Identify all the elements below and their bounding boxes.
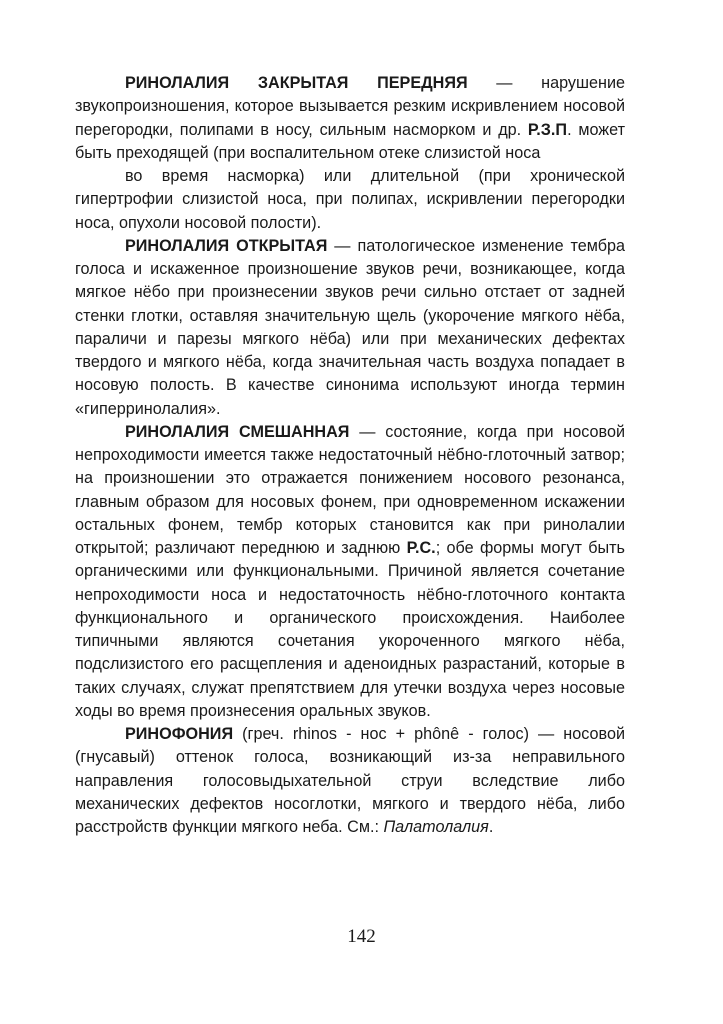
entry-text: — состояние, когда при носовой непроходимости имеется также недостаточный нёбно-глоточный затвор; на произношении это отражается понижением носового резонанса, главным образом для носовых фонем, при одновременном искажении остальных фонем, тембр которых становится как при ринолалии открытой; различают переднюю и заднюю xyxy=(75,422,625,557)
see-also-reference: Палатолалия xyxy=(383,818,489,836)
entry-text: во время насморка) или длительной (при хронической гипертрофии слизистой носа, при полипах, искривлении перегородки носа, опухоли носовой полости). xyxy=(75,167,625,232)
entry-rinolalia-open xyxy=(75,235,625,421)
dictionary-text xyxy=(75,72,625,839)
entry-text: . может быть преходящей (при воспалительном отеке слизистой носа xyxy=(75,120,625,162)
entry-text: — патологическое изменение тембра голоса и искаженное произношение звуков речи, возникающее, когда мягкое нёбо при произнесении звуков речи сильно отстает от задней стенки глотки, оставляя значительную щель (укорочение мягкого нёба, параличи и парезы мягкого нёба) или при механических дефектах твердого и мягкого нёба, когда значительная часть воздуха попадает в носовую полость. В качестве синонима используют иногда термин «гиперринолалия». xyxy=(75,236,625,418)
entry-term: РИНОФОНИЯ xyxy=(125,725,234,743)
entry-abbreviation: Р.З.П xyxy=(527,120,568,139)
entry-text: (греч. rhinos - нос + phônê - голос) — носовой (гнусавый) оттенок голоса, возникающий из-за неправильного направления голосовыдыхательной струи вследствие либо механических дефектов носоглотки, мягкого и твердого нёба, либо расстройств функции мягкого неба. См.: xyxy=(75,725,625,836)
entry-term: РИНОЛАЛИЯ ЗАКРЫТАЯ ПЕРЕДНЯЯ xyxy=(125,74,468,92)
entry-text: ; обе формы могут быть органическими или функциональными. Причиной является сочетание непроходимости носа и недостаточность нёбно-глоточного контакта функционального и органического происхождения. Наиболее типичными являются сочетания укороченного мягкого нёба, подслизистого его расщепления и аденоидных разрастаний, которые в таких случаях, служат препятствием для утечки воздуха через носовые ходы во время произнесения оральных звуков. xyxy=(75,539,625,720)
entry-rinofonia xyxy=(75,723,625,839)
entry-text: . xyxy=(488,818,494,836)
entry-term: РИНОЛАЛИЯ СМЕШАННАЯ xyxy=(125,422,350,441)
entry-text: — нарушение звукопроизношения, которое вызывается резким искривлением носовой перегородки, полипами в носу, сильным насморком и др. xyxy=(75,74,626,139)
page-number: 142 xyxy=(347,926,376,947)
entry-term: РИНОЛАЛИЯ ОТКРЫТАЯ xyxy=(125,236,328,255)
entry-rinolalia-closed-anterior xyxy=(75,72,625,165)
entry-abbreviation: Р.С. xyxy=(406,539,436,557)
entry-continuation xyxy=(75,165,625,235)
entry-rinolalia-mixed xyxy=(75,421,625,723)
